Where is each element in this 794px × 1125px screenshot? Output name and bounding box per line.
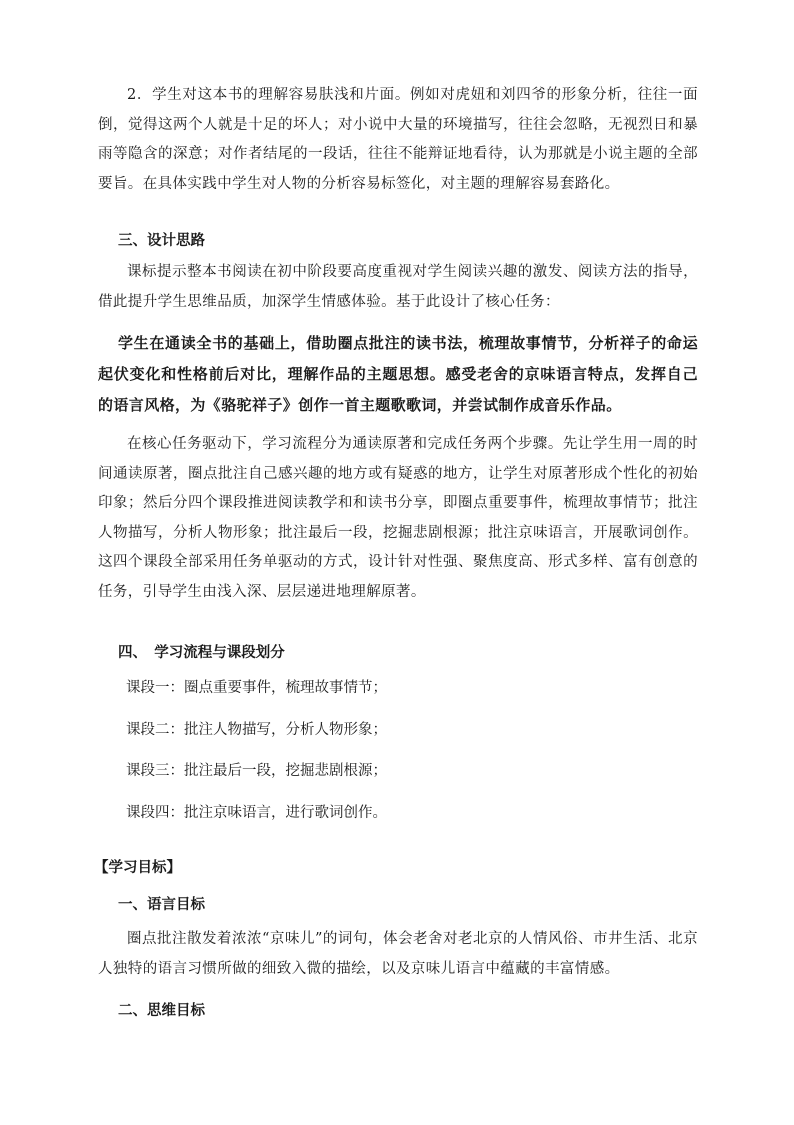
language-section xyxy=(98,925,698,984)
curriculum-paragraph: 课标提示整本书阅读在初中阶段要高度重视对学生阅读兴趣的激发、阅读方法的指导，借此提升学生思维品质，加深学生情感体验。基于此设计了核心任务： xyxy=(98,264,698,310)
language-heading-block xyxy=(98,890,698,920)
lesson-item-2: 课段二：批注人物描写，分析人物形象； xyxy=(126,721,387,738)
students-understanding-paragraph: 2．学生对这本书的理解容易肤浅和片面。例如对虎妞和刘四爷的形象分析，往往一面倒，觉得这两个人就是十足的坏人；对小说中大量的环境描写，往往会忽略，无视烈日和暴雨等隐含的深意；对作者结尾的一段话，往往不能辩证地看待，认为那就是小说主题的全部要旨。在具体实践中学生对人物的分析容易标签化，对主题的理解容易套路化。 xyxy=(98,87,698,192)
thinking-heading: 二、思维目标 xyxy=(118,1002,205,1019)
lesson-item-1: 课段一：圈点重要事件，梳理故事情节； xyxy=(126,680,387,696)
process-section xyxy=(98,430,698,607)
language-heading: 一、语言目标 xyxy=(118,896,205,913)
core-task-paragraph: 学生在通读全书的基础上，借助圈点批注的读书法，梳理故事情节，分析祥子的命运起伏变化和性格前后对比，理解作品的主题思想。感受老舍的京味语言特点，发挥自己的语言风格，为《骆驼祥子》创作一首主题歌歌词，并尝试制作成音乐作品。 xyxy=(98,334,698,414)
lesson-item-4: 课段四：批注京味语言，进行歌词创作。 xyxy=(126,804,387,821)
lesson-list xyxy=(98,674,698,828)
students-understanding-section xyxy=(98,81,698,199)
design-heading-block xyxy=(98,226,698,256)
thinking-heading-block xyxy=(98,996,698,1026)
curriculum-section xyxy=(98,258,698,317)
flow-heading-block xyxy=(98,638,698,668)
objectives-title: 【学习目标】 xyxy=(94,859,181,876)
process-paragraph: 在核心任务驱动下，学习流程分为通读原著和完成任务两个步骤。先让学生用一周的时间通读原著，圈点批注自己感兴趣的地方或有疑惑的地方，让学生对原著形成个性化的初始印象；然后分四个课段推进阅读教学和和读书分享，即圈点重要事件，梳理故事情节；批注人物描写，分析人物形象；批注最后一段，挖掘悲剧根源；批注京味语言，开展歌词创作。这四个课段全部采用任务单驱动的方式，设计针对性强、聚焦度高、形式多样、富有创意的任务，引导学生由浅入深、层层递进地理解原著。 xyxy=(98,436,698,600)
core-task-section xyxy=(98,328,698,421)
flow-heading: 四、 学习流程与课段划分 xyxy=(118,644,285,661)
design-heading: 三、设计思路 xyxy=(118,232,205,249)
lesson-item-3: 课段三：批注最后一段，挖掘悲剧根源； xyxy=(126,763,387,779)
language-paragraph: 圈点批注散发着浓浓“京味儿”的词句，体会老舍对老北京的人情风俗、市井生活、北京人独特的语言习惯所做的细致入微的描绘，以及京味儿语言中蕴藏的丰富情感。 xyxy=(98,931,698,977)
